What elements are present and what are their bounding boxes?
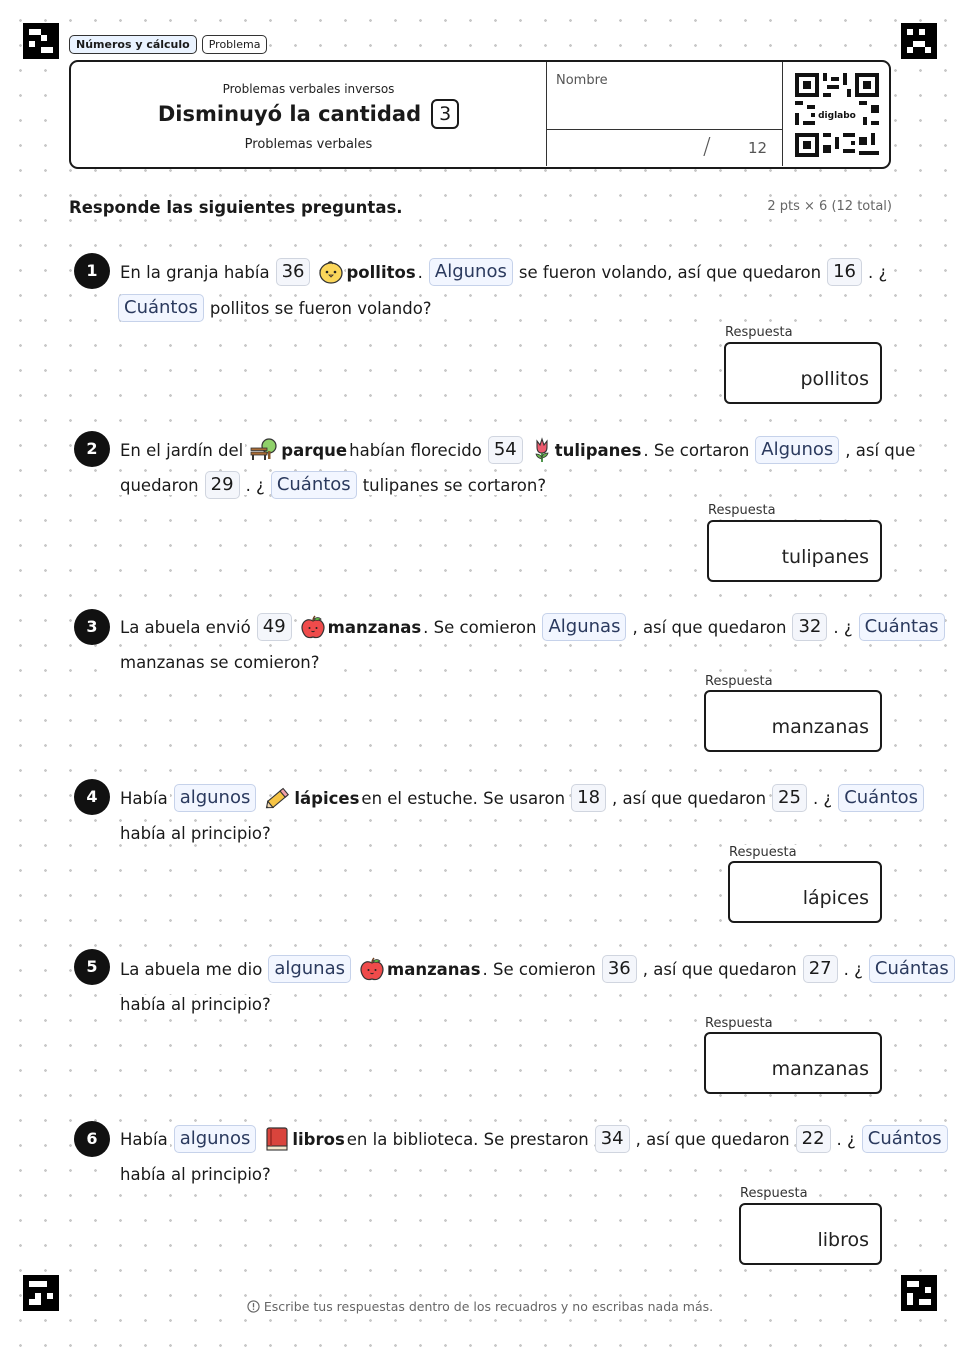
- number-box: 36: [276, 258, 311, 286]
- question-number: 1: [74, 253, 110, 289]
- question-number: 3: [74, 609, 110, 645]
- question-text-line-1: [118, 783, 928, 813]
- noun-label: manzanas: [387, 959, 481, 979]
- number-box: 36: [602, 955, 637, 983]
- question-number: 4: [74, 779, 110, 815]
- text-segment: tulipanes se cortaron?: [362, 475, 547, 495]
- level-badge: 3: [431, 99, 459, 129]
- word-box: Cuántos: [271, 471, 357, 499]
- tulip-icon: [531, 437, 553, 463]
- text-segment: . ¿: [812, 788, 833, 808]
- answer-unit: manzanas: [771, 716, 869, 738]
- qr-code-icon: [795, 73, 879, 157]
- score-slash: /: [703, 134, 711, 160]
- number-box: 34: [595, 1125, 630, 1153]
- apple-icon: [300, 614, 326, 640]
- text-segment: había al principio?: [120, 994, 271, 1014]
- word-box: Cuántos: [118, 294, 204, 322]
- answer-box[interactable]: [707, 520, 882, 582]
- text-segment: . ¿: [843, 959, 863, 979]
- text-segment: se fueron volando, así que quedaron: [518, 262, 822, 282]
- number-box: 32: [792, 613, 827, 641]
- worksheet-header: [69, 60, 891, 169]
- question-text-line-1: [118, 954, 959, 984]
- text-segment: . ¿: [867, 262, 888, 282]
- answer-box[interactable]: [739, 1203, 882, 1265]
- noun-label: tulipanes: [554, 440, 642, 460]
- text-segment: La abuela me dio: [120, 959, 263, 979]
- text-segment: en el estuche. Se usaron: [361, 788, 566, 808]
- text-segment: En el jardín del: [120, 440, 244, 460]
- text-segment: , así que quedaron: [612, 788, 767, 808]
- number-box: 29: [205, 471, 240, 499]
- answer-unit: lápices: [802, 887, 869, 909]
- park-icon: [249, 437, 279, 463]
- apple-icon: [359, 956, 385, 982]
- text-segment: . ¿: [836, 1129, 856, 1149]
- chick-icon: [318, 259, 344, 285]
- qr-label: diglabo: [818, 111, 856, 121]
- number-box: 18: [571, 784, 606, 812]
- text-segment: pollitos se fueron volando?: [209, 298, 432, 318]
- number-box: 16: [827, 258, 862, 286]
- text-segment: . Se comieron: [482, 959, 596, 979]
- word-box: Algunos: [755, 436, 839, 464]
- question-text-line-1: [118, 435, 917, 465]
- answer-unit: libros: [817, 1229, 869, 1251]
- corner-marker-top-left: [23, 23, 59, 59]
- number-box: 22: [796, 1125, 831, 1153]
- info-icon: [247, 1300, 260, 1313]
- word-box: algunas: [268, 955, 351, 983]
- noun-label: libros: [292, 1129, 345, 1149]
- question-text-line-2: [118, 647, 322, 677]
- name-field[interactable]: [546, 62, 782, 130]
- number-box: 54: [488, 436, 523, 464]
- word-box: algunos: [174, 1125, 257, 1153]
- text-segment: había al principio?: [120, 823, 271, 843]
- word-box: Cuántos: [838, 784, 924, 812]
- name-label: Nombre: [556, 73, 608, 88]
- word-box: Cuántas: [869, 955, 955, 983]
- answer-box[interactable]: [704, 1032, 882, 1094]
- answer-label: Respuesta: [725, 325, 796, 340]
- answer-box[interactable]: [728, 861, 882, 923]
- question-text-line-1: [118, 257, 889, 287]
- text-segment: quedaron: [120, 475, 199, 495]
- worksheet-type: Problemas verbales: [244, 137, 373, 152]
- number-box: 25: [772, 784, 807, 812]
- text-segment: Había: [120, 788, 168, 808]
- answer-label: Respuesta: [705, 674, 776, 689]
- question-text-line-1: [118, 612, 949, 642]
- answer-label: Respuesta: [705, 1016, 776, 1031]
- answer-label: Respuesta: [729, 845, 800, 860]
- answer-unit: manzanas: [771, 1058, 869, 1080]
- text-segment: .: [417, 262, 423, 282]
- word-box: Algunos: [429, 258, 513, 286]
- answer-box[interactable]: [704, 690, 882, 752]
- question-text-line-1: [118, 1124, 952, 1154]
- question-text-line-2: [118, 1159, 273, 1189]
- question-number: 5: [74, 949, 110, 985]
- text-segment: Había: [120, 1129, 168, 1149]
- question-text-line-2: [118, 818, 273, 848]
- question-text-line-2: [118, 989, 273, 1019]
- text-segment: había al principio?: [120, 1164, 271, 1184]
- text-segment: , así que quedaron: [635, 1129, 790, 1149]
- answer-label: Respuesta: [740, 1186, 811, 1201]
- word-box: Cuántas: [859, 613, 945, 641]
- text-segment: , así que quedaron: [642, 959, 797, 979]
- question-text-line-2: [114, 293, 434, 323]
- title-area: [71, 62, 546, 166]
- footer-note: [0, 1299, 960, 1314]
- worksheet-subtitle: Problemas verbales inversos: [222, 82, 395, 96]
- instruction-text: Responde las siguientes preguntas.: [69, 198, 403, 217]
- tag-type: Problema: [202, 35, 268, 54]
- noun-label: lápices: [294, 788, 360, 808]
- points-note: 2 pts × 6 (12 total): [767, 199, 892, 214]
- word-box: algunos: [174, 784, 257, 812]
- text-segment: . Se cortaron: [643, 440, 750, 460]
- score-field[interactable]: [546, 130, 782, 166]
- number-box: 27: [803, 955, 838, 983]
- tag-category: Números y cálculo: [69, 35, 197, 54]
- pencil-icon: [264, 785, 292, 811]
- text-segment: . ¿: [833, 617, 853, 637]
- noun-label: pollitos: [346, 262, 416, 282]
- score-total: 12: [748, 139, 768, 157]
- text-segment: manzanas se comieron?: [120, 652, 320, 672]
- text-segment: , así que: [845, 440, 916, 460]
- category-tags: [69, 35, 267, 54]
- text-segment: La abuela envió: [120, 617, 251, 637]
- qr-code: [782, 62, 888, 166]
- footer-text: Escribe tus respuestas dentro de los recuadros y no escribas nada más.: [263, 1299, 714, 1314]
- text-segment: en la biblioteca. Se prestaron: [346, 1129, 589, 1149]
- number-box: 49: [257, 613, 292, 641]
- answer-label: Respuesta: [708, 503, 779, 518]
- worksheet-title: Disminuyó la cantidad: [157, 102, 422, 126]
- answer-box[interactable]: [724, 342, 882, 404]
- noun-label: parque: [281, 440, 348, 460]
- book-icon: [264, 1126, 290, 1152]
- question-number: 2: [74, 431, 110, 467]
- text-segment: En la granja había: [120, 262, 270, 282]
- text-segment: . Se comieron: [423, 617, 537, 637]
- text-segment: habían florecido: [349, 440, 482, 460]
- word-box: Algunas: [542, 613, 626, 641]
- noun-label: manzanas: [327, 617, 422, 637]
- answer-unit: pollitos: [800, 368, 869, 390]
- question-text-line-2: [118, 470, 548, 500]
- text-segment: . ¿: [245, 475, 265, 495]
- answer-unit: tulipanes: [781, 546, 869, 568]
- text-segment: , así que quedaron: [632, 617, 787, 637]
- word-box: Cuántos: [862, 1125, 948, 1153]
- corner-marker-top-right: [901, 23, 937, 59]
- question-number: 6: [74, 1121, 110, 1157]
